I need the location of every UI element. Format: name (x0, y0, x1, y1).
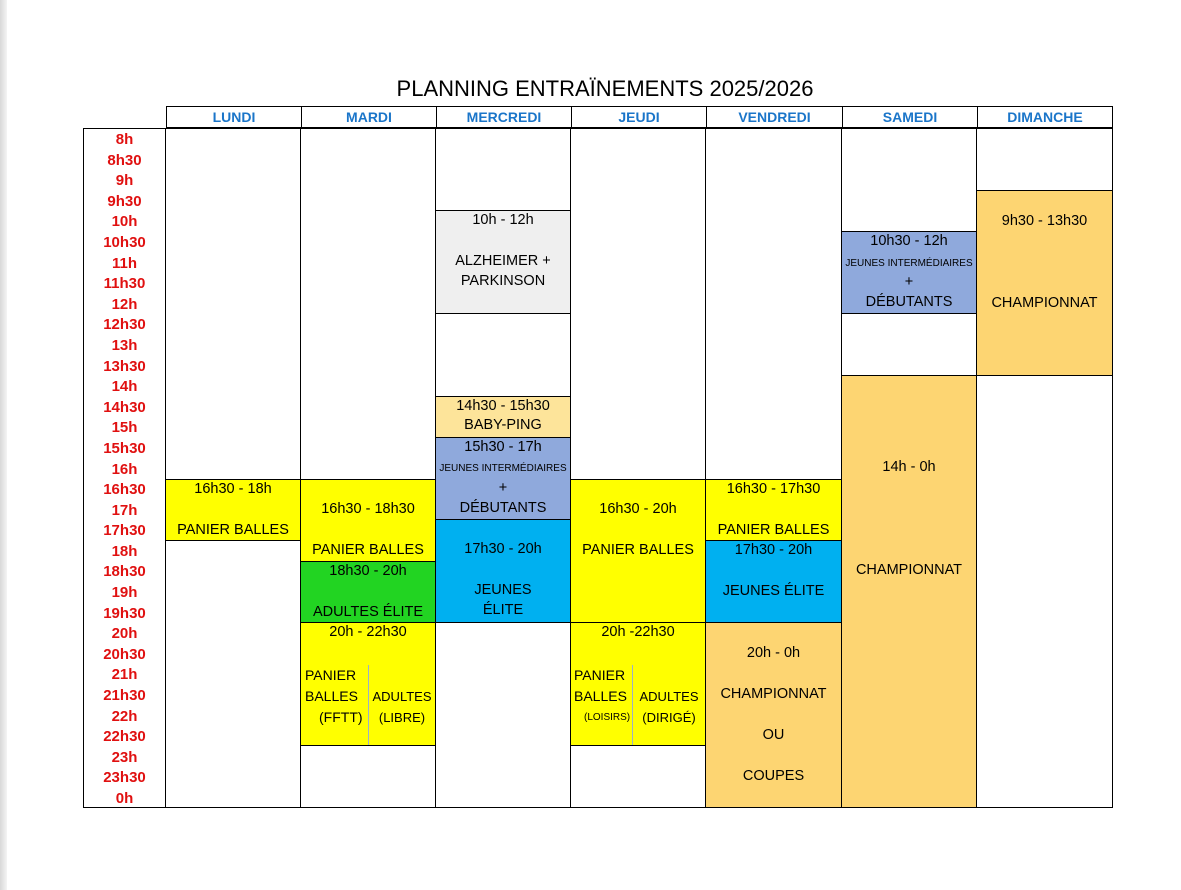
session-time: 15h30 - 17h (464, 439, 542, 455)
header-samedi: SAMEDI (842, 106, 978, 128)
split-divider (368, 665, 369, 745)
session-label: PANIER BALLES (582, 542, 694, 558)
session-label: BALLES (305, 688, 358, 704)
session-label: (FFTT) (319, 709, 363, 725)
session-label: PANIER BALLES (177, 522, 289, 538)
time-label: 10h (111, 213, 138, 231)
time-label: 8h30 (107, 151, 142, 169)
session-label: ADULTES ÉLITE (312, 604, 424, 620)
session-label: PANIER BALLES (312, 542, 424, 558)
session-label: PANIER (574, 667, 626, 683)
time-label: 11h30 (103, 275, 146, 293)
time-label: 15h (111, 419, 138, 437)
time-label: 11h (111, 254, 138, 272)
header-vendredi: VENDREDI (706, 106, 843, 128)
time-label: 12h (111, 295, 138, 313)
session-label: ÉLITE (482, 602, 524, 618)
split-divider (632, 665, 633, 745)
header-lundi: LUNDI (166, 106, 302, 128)
session-mardi-panier (300, 479, 436, 562)
time-label: 16h30 (103, 481, 146, 499)
session-label: ADULTES (372, 689, 432, 704)
time-label: 20h30 (103, 645, 146, 663)
session-label: (LIBRE) (378, 710, 426, 725)
session-label: DÉBUTANTS (459, 500, 547, 516)
session-jeudi-panier (570, 479, 706, 623)
page-edge-shadow (0, 0, 7, 890)
session-mercredi-elite (435, 519, 571, 623)
session-label: CHAMPIONNAT (720, 686, 827, 702)
time-label: 19h30 (103, 604, 146, 622)
session-label: BALLES (574, 688, 627, 704)
page-title: PLANNING ENTRAÏNEMENTS 2025/2026 (396, 76, 814, 101)
time-label: 18h (111, 542, 138, 560)
session-time: 17h30 - 20h (734, 542, 813, 558)
session-label: JEUNES INTERMÉDIAIRES (845, 258, 973, 269)
time-label: 23h30 (103, 769, 146, 787)
time-label: 10h30 (103, 233, 146, 251)
session-label: OU (762, 727, 785, 743)
header-mercredi: MERCREDI (436, 106, 572, 128)
header-dimanche: DIMANCHE (977, 106, 1113, 128)
session-label: + (904, 274, 914, 290)
session-label: PANIER (305, 667, 357, 683)
time-label: 21h30 (103, 687, 146, 705)
session-mercredi-alzheimer (435, 210, 571, 314)
session-mardi-adultes-elite (300, 561, 436, 623)
time-label: 12h30 (103, 316, 146, 334)
session-label: JEUNES ÉLITE (722, 583, 825, 599)
session-time: 9h30 - 13h30 (1001, 213, 1088, 229)
time-label: 15h30 (103, 439, 146, 457)
session-label: CHAMPIONNAT (991, 295, 1098, 311)
time-label: 19h (111, 584, 138, 602)
session-label: PANIER BALLES (717, 522, 830, 538)
session-lundi-panier (165, 479, 301, 541)
session-jeudi-soir (570, 622, 706, 746)
session-label: (DIRIGÉ) (642, 710, 696, 725)
time-label: 14h30 (103, 398, 146, 416)
session-time: 16h30 - 20h (599, 501, 677, 517)
time-label: 18h30 (103, 563, 146, 581)
session-label: JEUNES INTERMÉDIAIRES (439, 463, 567, 474)
session-time: 18h30 - 20h (329, 563, 407, 579)
time-label: 20h (111, 625, 138, 643)
session-vendredi-elite (705, 540, 842, 623)
session-time: 20h - 22h30 (329, 624, 407, 640)
session-time: 20h -22h30 (601, 624, 675, 640)
session-time: 14h30 - 15h30 (456, 398, 550, 414)
time-label: 9h (115, 172, 134, 190)
time-column (84, 130, 165, 810)
session-time: 16h30 - 17h30 (726, 481, 821, 497)
session-label: COUPES (742, 768, 805, 784)
session-label: CHAMPIONNAT (855, 562, 963, 578)
session-mardi-soir (300, 622, 436, 746)
session-time: 14h - 0h (882, 459, 936, 475)
session-label: JEUNES (474, 582, 532, 598)
header-mardi: MARDI (301, 106, 437, 128)
session-label: BABY-PING (464, 417, 542, 433)
time-label: 13h30 (103, 357, 146, 375)
session-label: (LOISIRS) (584, 712, 631, 723)
time-label: 14h (111, 378, 138, 396)
session-time: 16h30 - 18h30 (321, 501, 415, 517)
time-label: 8h (115, 131, 134, 148)
session-samedi-championnat (841, 375, 977, 808)
time-label: 16h (111, 460, 138, 478)
session-label: + (498, 480, 508, 496)
session-dimanche-championnat (976, 190, 1113, 376)
time-label: 0h (115, 790, 134, 807)
session-time: 17h30 - 20h (464, 541, 542, 557)
session-vendredi-soir (705, 622, 842, 808)
session-label: PARKINSON (460, 273, 546, 289)
session-label: DÉBUTANTS (865, 294, 953, 310)
time-label: 22h (111, 707, 138, 725)
session-label: ALZHEIMER + (455, 253, 551, 269)
time-label: 22h30 (103, 728, 146, 746)
session-vendredi-panier (705, 479, 842, 541)
session-time: 10h - 12h (472, 212, 534, 228)
session-time: 20h - 0h (746, 645, 801, 661)
session-time: 16h30 - 18h (194, 481, 272, 497)
session-time: 10h30 - 12h (870, 233, 948, 249)
column-lundi (165, 128, 166, 808)
session-samedi-jeunes (841, 231, 977, 314)
time-label: 13h (111, 336, 138, 354)
session-mercredi-baby (435, 396, 571, 438)
time-label: 17h30 (103, 522, 146, 540)
time-label: 23h (111, 748, 138, 766)
header-jeudi: JEUDI (571, 106, 707, 128)
time-label: 9h30 (107, 192, 142, 210)
session-label: ADULTES (639, 689, 699, 704)
session-mercredi-jeunes (435, 437, 571, 520)
time-label: 17h (111, 501, 138, 519)
time-label: 21h (111, 666, 138, 684)
